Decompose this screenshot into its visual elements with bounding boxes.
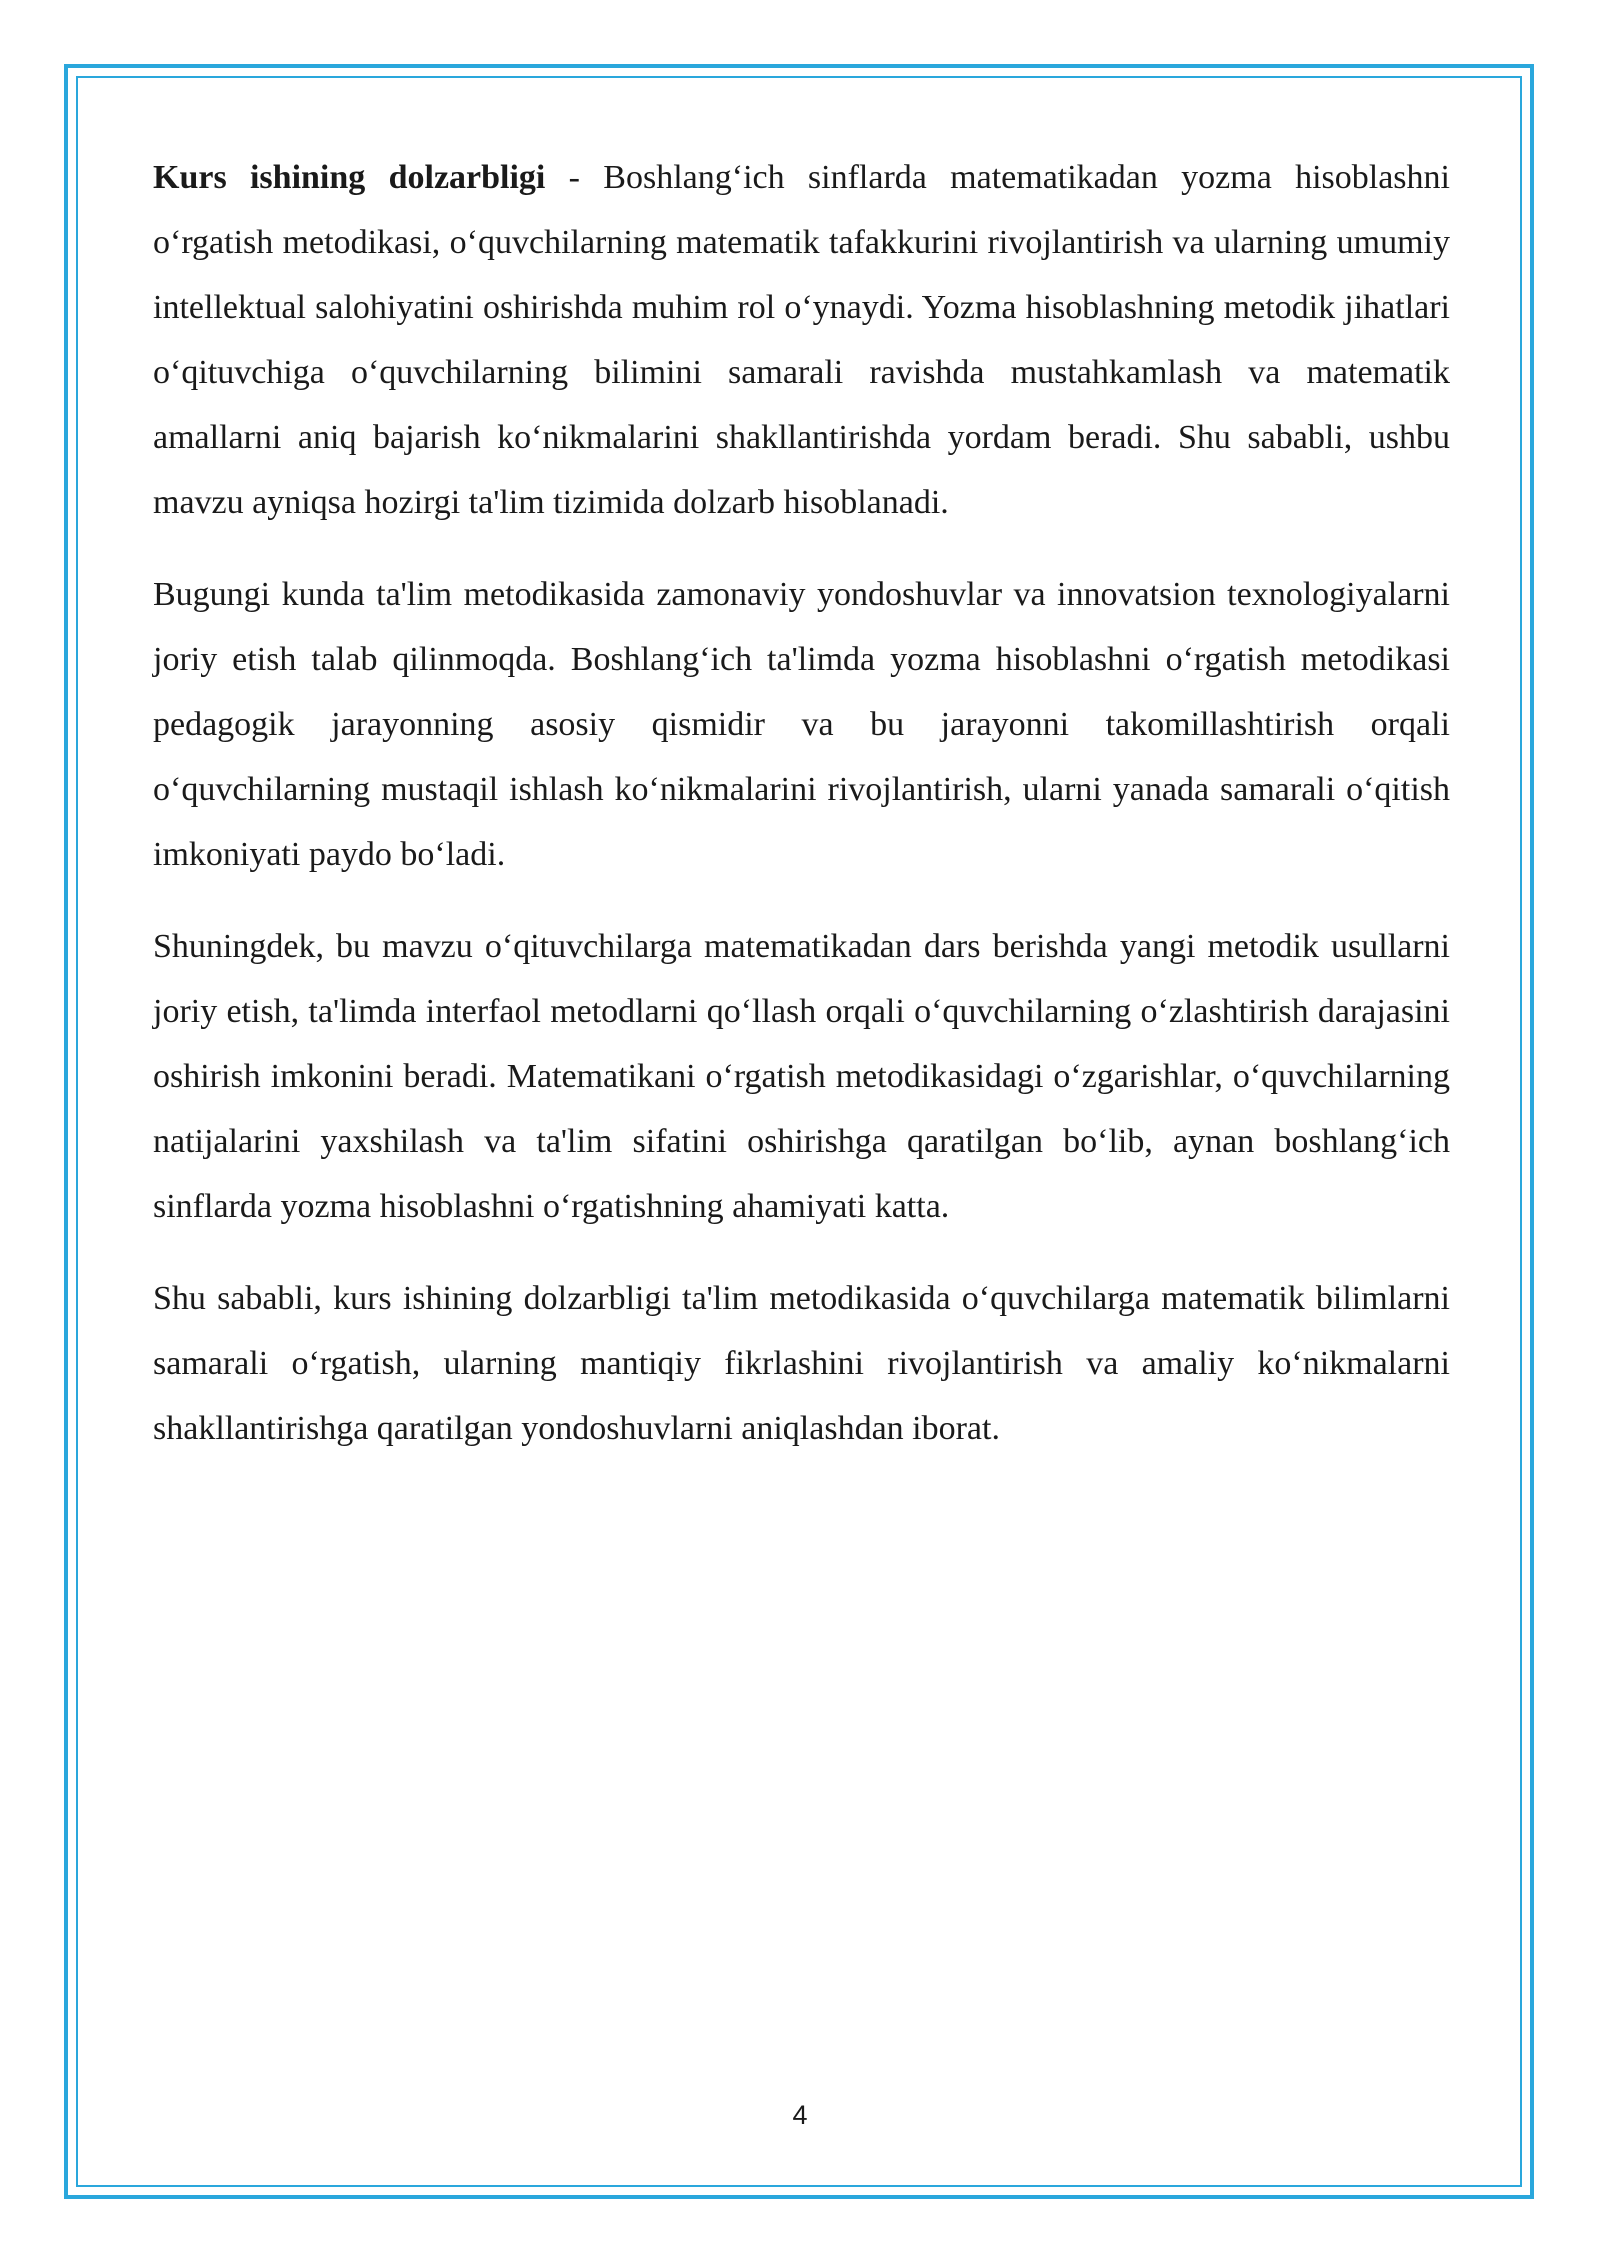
- page-number: 4: [792, 2100, 808, 2130]
- paragraph-3: Shuningdek, bu mavzu o‘qituvchilarga matematikadan dars berishda yangi metodik usullarni joriy etish, ta'limda interfaol metodlarni qo‘llash orqali o‘quvchilarning o‘zlashtirish darajasini oshirish imkonini beradi. Matematikani o‘rgatish metodikasidagi o‘zgarishlar, o‘quvchilarning natijalarini yaxshilash va ta'lim sifatini oshirishga qaratilgan bo‘lib, aynan boshlang‘ich sinflarda yozma hisoblashni o‘rgatishning ahamiyati katta.: [153, 928, 1450, 1225]
- paragraph-1-text: - Boshlang‘ich sinflarda matematikadan yozma hisoblashni o‘rgatish metodikasi, o‘quvchilarning matematik tafakkurini rivojlantirish va ularning umumiy intellektual salohiyatini oshirishda muhim rol o‘ynaydi. Yozma hisoblashning metodik jihatlari o‘qituvchiga o‘quvchilarning bilimini samarali ravishda mustahkamlash va matematik amallarni aniq bajarish ko‘nikmalarini shakllantirishda yordam beradi. Shu sababli, ushbu mavzu ayniqsa hozirgi ta'lim tizimida dolzarb hisoblanadi.: [153, 159, 1450, 521]
- paragraph-1: [153, 145, 1450, 535]
- paragraph-4: Shu sababli, kurs ishining dolzarbligi ta'lim metodikasida o‘quvchilarga matematik bilimlarni samarali o‘rgatish, ularning mantiqiy fikrlashini rivojlantirish va amaliy ko‘nikmalarni shakllantirishga qaratilgan yondoshuvlarni aniqlashdan iborat.: [153, 1280, 1450, 1447]
- paragraph-2: Bugungi kunda ta'lim metodikasida zamonaviy yondoshuvlar va innovatsion texnologiyalarni joriy etish talab qilinmoqda. Boshlang‘ich ta'limda yozma hisoblashni o‘rgatish metodikasi pedagogik jarayonning asosiy qismidir va bu jarayonni takomillashtirish orqali o‘quvchilarning mustaqil ishlash ko‘nikmalarini rivojlantirish, ularni yanada samarali o‘qitish imkoniyati paydo bo‘ladi.: [153, 576, 1450, 873]
- paragraph-1-lead: Kurs ishining dolzarbligi: [153, 159, 546, 196]
- document-body: [153, 145, 1450, 1488]
